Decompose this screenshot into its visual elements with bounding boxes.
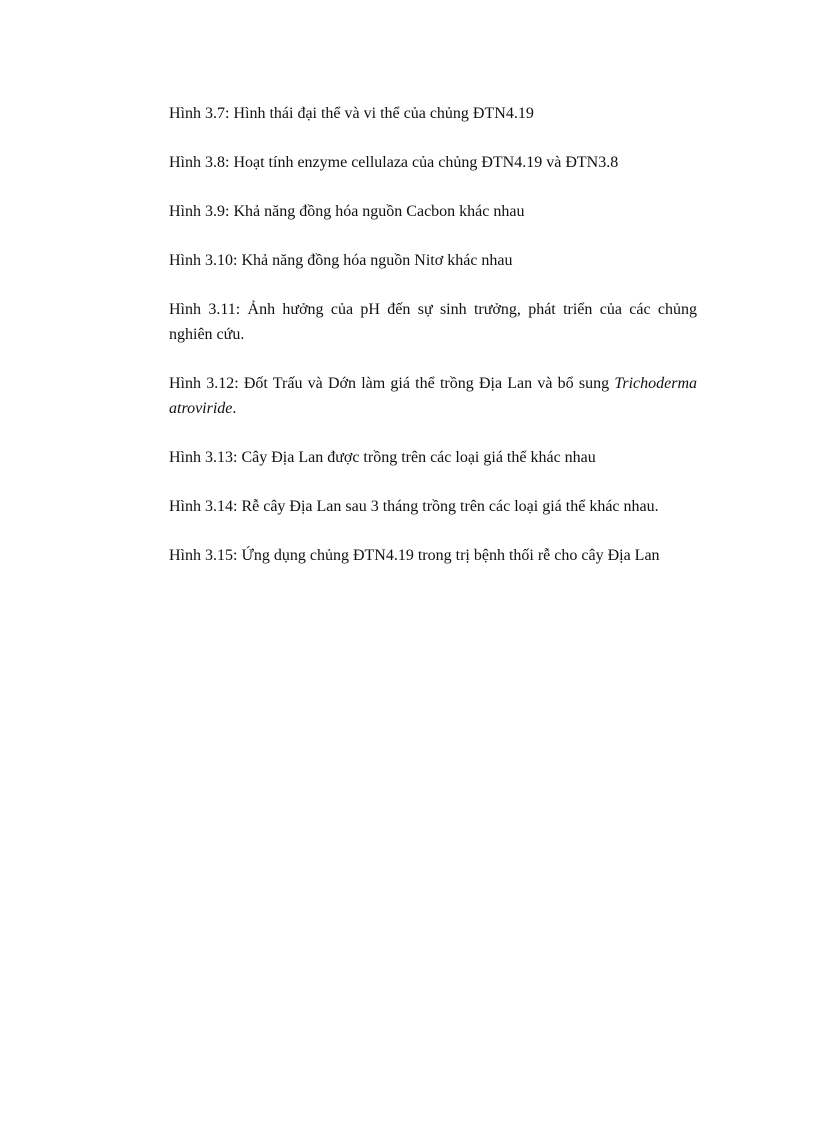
figure-caption-3-12-text: Hình 3.12: Đốt Trấu và Dớn làm giá thể trồng Địa Lan và bổ sung — [169, 375, 615, 392]
figure-caption-3-7: Hình 3.7: Hình thái đại thể và vi thể của chủng ĐTN4.19 — [169, 105, 534, 122]
figure-caption-3-15: Hình 3.15: Ứng dụng chủng ĐTN4.19 trong trị bệnh thối rễ cho cây Địa Lan — [169, 547, 660, 564]
figure-caption-3-11: Hình 3.11: Ảnh hưởng của pH đến sự sinh trưởng, phát triển của các chủng nghiên cứu. — [169, 301, 697, 343]
figure-caption-3-14: Hình 3.14: Rễ cây Địa Lan sau 3 tháng trồng trên các loại giá thể khác nhau. — [169, 498, 659, 515]
figure-caption-3-13: Hình 3.13: Cây Địa Lan được trồng trên các loại giá thể khác nhau — [169, 449, 596, 466]
figure-caption-3-10: Hình 3.10: Khả năng đồng hóa nguồn Nitơ khác nhau — [169, 252, 513, 269]
species-name: Trichoderma atroviride — [169, 375, 697, 417]
figure-caption-3-8: Hình 3.8: Hoạt tính enzyme cellulaza của chủng ĐTN4.19 và ĐTN3.8 — [169, 154, 619, 171]
figure-caption-3-9: Hình 3.9: Khả năng đồng hóa nguồn Cacbon khác nhau — [169, 203, 525, 220]
figure-caption-3-12-suffix: . — [232, 400, 237, 417]
figure-caption-3-12 — [169, 371, 697, 421]
figure-list — [169, 101, 697, 592]
